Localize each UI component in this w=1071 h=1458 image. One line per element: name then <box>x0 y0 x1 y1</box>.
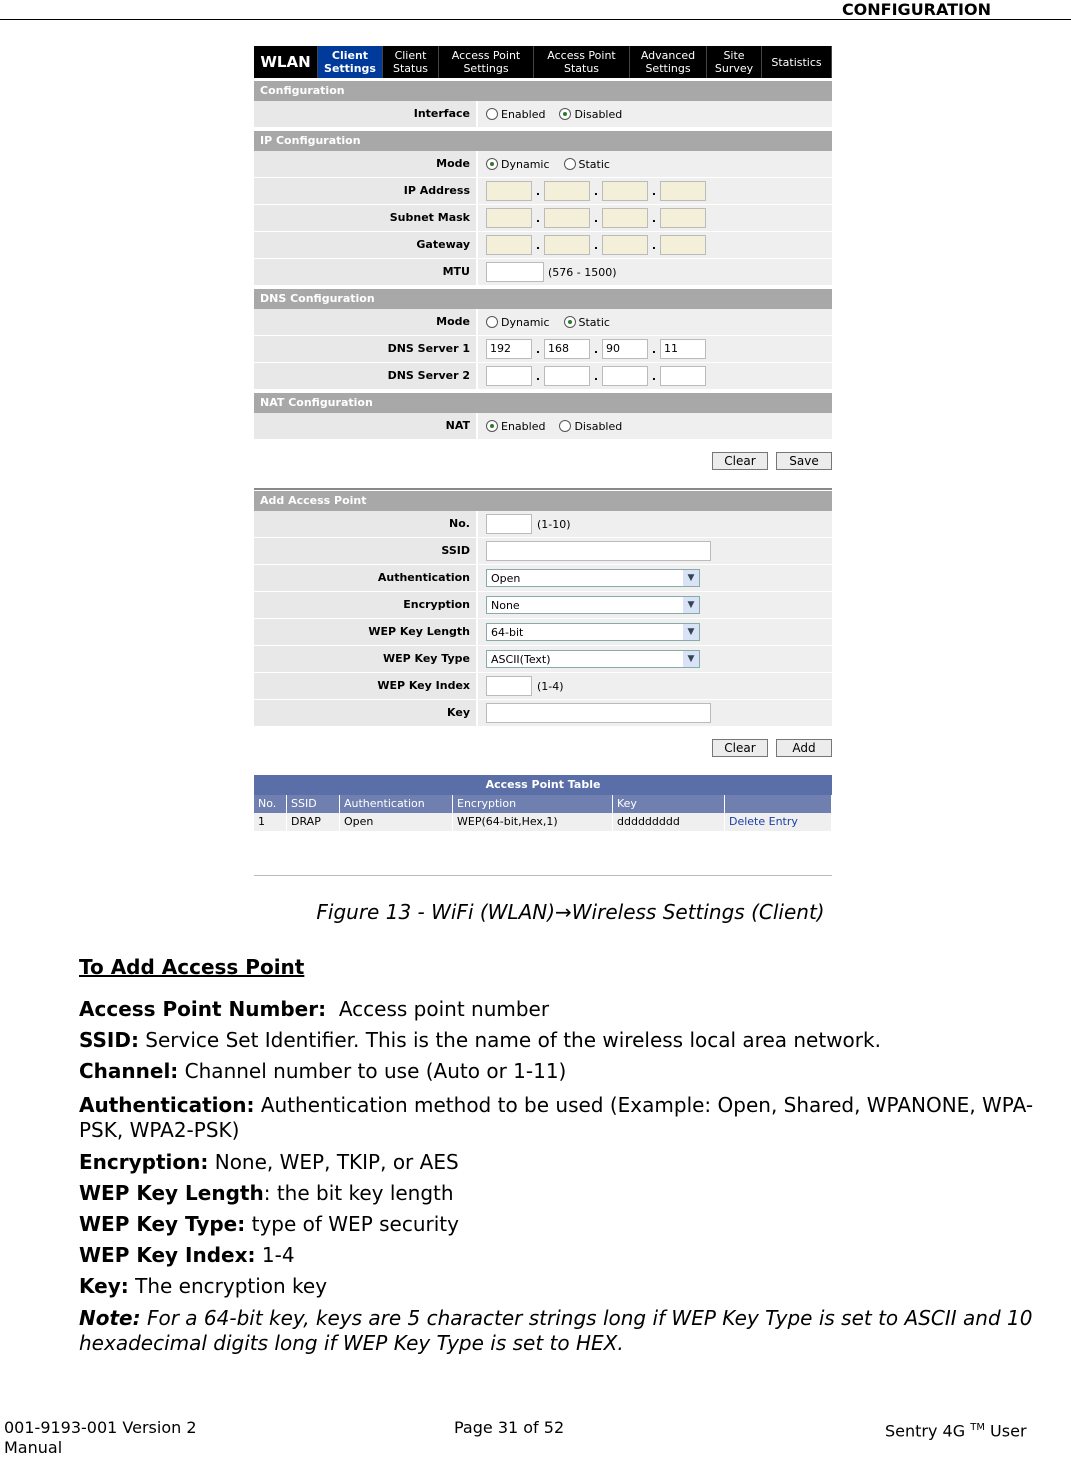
dns-dynamic-radio[interactable] <box>486 316 498 328</box>
authentication-select[interactable] <box>486 569 700 587</box>
key-input[interactable] <box>486 703 711 723</box>
chevron-down-icon: ▼ <box>683 570 699 586</box>
definition-term: WEP Key Type: <box>79 1212 246 1236</box>
cell-no: 1 <box>254 813 287 831</box>
ap-number-hint: (1-10) <box>537 517 571 531</box>
delete-entry-link[interactable]: Delete Entry <box>725 813 832 831</box>
dns2-octet-input[interactable] <box>544 366 590 386</box>
ap-number-input[interactable] <box>486 514 532 534</box>
chevron-down-icon: ▼ <box>683 651 699 667</box>
wep-key-index-hint: (1-4) <box>537 679 564 693</box>
encryption-value: None <box>491 598 520 612</box>
gateway-octet-input[interactable] <box>544 235 590 255</box>
definition-item <box>79 1240 1064 1271</box>
interface-disabled-text: Disabled <box>574 107 623 121</box>
subnet-octet-input[interactable] <box>544 208 590 228</box>
dns-server-1-fields: 192 . 168 . 90 . 11 <box>476 336 832 362</box>
tab-wlan[interactable]: WLAN <box>254 46 318 78</box>
figure-caption: Figure 13 - WiFi (WLAN)→Wireless Settings (Client) <box>316 900 825 924</box>
dns-mode-label: Mode <box>254 309 476 335</box>
document-body <box>79 952 1064 1356</box>
tab-access-point-settings[interactable]: Access Point Settings <box>439 46 534 78</box>
definition-desc: 1-4 <box>255 1243 295 1267</box>
gateway-fields: . . . <box>476 232 832 258</box>
subnet-octet-input[interactable] <box>602 208 648 228</box>
add-button[interactable]: Add <box>776 739 832 757</box>
dns1-octet-input[interactable]: 90 <box>602 339 648 359</box>
section-add-access-point: Add Access Point <box>254 491 832 511</box>
nat-enabled-text: Enabled <box>501 419 546 433</box>
dns2-octet-input[interactable] <box>660 366 706 386</box>
section-ip-configuration: IP Configuration <box>254 131 832 151</box>
tab-statistics[interactable]: Statistics <box>762 46 832 78</box>
wep-key-length-select[interactable] <box>486 623 700 641</box>
definition-desc: Access point number <box>326 997 550 1021</box>
ip-octet-input[interactable] <box>544 181 590 201</box>
definition-desc: : the bit key length <box>263 1181 454 1205</box>
gateway-label: Gateway <box>254 232 476 258</box>
mtu-input[interactable] <box>486 262 544 282</box>
definition-term: SSID: <box>79 1028 139 1052</box>
product-title: Sentry 4G <box>885 1421 966 1441</box>
definition-desc: Service Set Identifier. This is the name of the wireless local area network. <box>138 1028 881 1052</box>
definition-item <box>79 994 1064 1025</box>
col-ssid: SSID <box>287 795 340 813</box>
tab-site-survey[interactable]: Site Survey <box>707 46 762 78</box>
definition-item <box>79 1178 1064 1209</box>
dns2-octet-input[interactable] <box>602 366 648 386</box>
access-point-table-title: Access Point Table <box>254 775 832 795</box>
ip-static-radio[interactable] <box>564 158 576 170</box>
definition-term: Access Point Number: <box>79 997 327 1021</box>
ap-number-label: No. <box>254 511 476 537</box>
interface-enabled-radio[interactable] <box>486 108 498 120</box>
definition-desc: type of WEP security <box>245 1212 459 1236</box>
subnet-octet-input[interactable] <box>486 208 532 228</box>
header-divider <box>0 19 1071 20</box>
definition-item <box>79 1025 1064 1056</box>
definition-term: Authentication: <box>79 1093 255 1117</box>
key-label: Key <box>254 700 476 726</box>
definition-item <box>79 1093 1064 1143</box>
definition-item <box>79 1056 1064 1087</box>
definition-term: Key: <box>79 1274 129 1298</box>
definition-desc: The encryption key <box>128 1274 328 1298</box>
col-encryption: Encryption <box>453 795 613 813</box>
subnet-octet-input[interactable] <box>660 208 706 228</box>
col-no: No. <box>254 795 287 813</box>
subnet-mask-fields: . . . <box>476 205 832 231</box>
doc-id: 001-9193-001 Version 2 <box>4 1418 197 1437</box>
table-row <box>254 813 832 831</box>
encryption-select[interactable] <box>486 596 700 614</box>
definition-term: WEP Key Index: <box>79 1243 256 1267</box>
tab-advanced-settings[interactable]: Advanced Settings <box>630 46 707 78</box>
wep-key-length-label: WEP Key Length <box>254 619 476 645</box>
wep-key-length-value: 64-bit <box>491 625 524 639</box>
dns1-octet-input[interactable]: 168 <box>544 339 590 359</box>
trademark-mark: TM <box>970 1422 985 1433</box>
nat-enabled-radio[interactable] <box>486 420 498 432</box>
divider <box>254 875 832 876</box>
definition-desc: Authentication method to be used (Example: Open, Shared, WPANONE, WPA-PSK, WPA2-PSK) <box>79 1093 1034 1142</box>
ip-dynamic-text: Dynamic <box>501 157 550 171</box>
wep-key-type-value: ASCII(Text) <box>491 652 551 666</box>
chevron-down-icon: ▼ <box>683 597 699 613</box>
gateway-octet-input[interactable] <box>660 235 706 255</box>
wep-key-type-label: WEP Key Type <box>254 646 476 672</box>
product-suffix: User <box>984 1421 1027 1441</box>
ip-octet-input[interactable] <box>660 181 706 201</box>
wep-key-type-select[interactable] <box>486 650 700 668</box>
product-name <box>885 1418 1027 1441</box>
ip-octet-input[interactable] <box>486 181 532 201</box>
authentication-value: Open <box>491 571 521 585</box>
encryption-label: Encryption <box>254 592 476 618</box>
nat-disabled-text: Disabled <box>574 419 623 433</box>
dns-dynamic-text: Dynamic <box>501 315 550 329</box>
tab-client-settings[interactable]: Client Settings <box>318 46 383 78</box>
clear-button[interactable]: Clear <box>712 739 768 757</box>
authentication-label: Authentication <box>254 565 476 591</box>
divider <box>254 488 832 490</box>
wep-key-index-label: WEP Key Index <box>254 673 476 699</box>
clear-button[interactable]: Clear <box>712 452 768 470</box>
mtu-hint: (576 - 1500) <box>548 265 617 279</box>
section-heading: To Add Access Point <box>79 955 305 979</box>
definition-term: Encryption: <box>79 1150 209 1174</box>
mtu-label: MTU <box>254 259 476 285</box>
definition-item <box>79 1209 1064 1240</box>
interface-disabled-radio[interactable] <box>559 108 571 120</box>
note-term: Note: <box>79 1306 141 1330</box>
ip-mode-label: Mode <box>254 151 476 177</box>
note-text: For a 64-bit key, keys are 5 character strings long if WEP Key Type is set to ASCII and 10 hexadecimal digits long if WEP Key Type is set to HEX. <box>79 1306 1033 1355</box>
tab-client-status[interactable]: Client Status <box>383 46 439 78</box>
subnet-mask-label: Subnet Mask <box>254 205 476 231</box>
dns-static-radio[interactable] <box>564 316 576 328</box>
ip-address-fields: . . . <box>476 178 832 204</box>
chevron-down-icon: ▼ <box>683 624 699 640</box>
ssid-label: SSID <box>254 538 476 564</box>
nat-disabled-radio[interactable] <box>559 420 571 432</box>
cell-encryption: WEP(64-bit,Hex,1) <box>453 813 613 831</box>
section-dns-configuration: DNS Configuration <box>254 289 832 309</box>
gateway-octet-input[interactable] <box>486 235 532 255</box>
col-authentication: Authentication <box>340 795 453 813</box>
definition-desc: Channel number to use (Auto or 1-11) <box>178 1059 567 1083</box>
definition-item <box>79 1147 1064 1178</box>
dns-static-text: Static <box>578 315 610 329</box>
ip-dynamic-radio[interactable] <box>486 158 498 170</box>
definition-term: WEP Key Length <box>79 1181 264 1205</box>
cell-key: ddddddddd <box>613 813 725 831</box>
section-nat-configuration: NAT Configuration <box>254 393 832 413</box>
gateway-octet-input[interactable] <box>602 235 648 255</box>
section-configuration: Configuration <box>254 81 832 101</box>
ip-octet-input[interactable] <box>602 181 648 201</box>
dns-server-1-label: DNS Server 1 <box>254 336 476 362</box>
dns-server-2-label: DNS Server 2 <box>254 363 476 389</box>
dns1-octet-input[interactable]: 192 <box>486 339 532 359</box>
footer-manual: Manual <box>4 1438 63 1457</box>
interface-label: Interface <box>254 101 476 127</box>
definition-term: Channel: <box>79 1059 179 1083</box>
ip-address-label: IP Address <box>254 178 476 204</box>
wlan-screenshot <box>254 46 832 876</box>
nat-label: NAT <box>254 413 476 439</box>
save-button[interactable]: Save <box>776 452 832 470</box>
dns-server-2-fields: . . . <box>476 363 832 389</box>
cell-ssid: DRAP <box>287 813 340 831</box>
interface-enabled-text: Enabled <box>501 107 546 121</box>
note-paragraph <box>79 1306 1064 1356</box>
col-action <box>725 795 832 813</box>
definition-desc: None, WEP, TKIP, or AES <box>208 1150 459 1174</box>
wep-key-index-input[interactable] <box>486 676 532 696</box>
tab-access-point-status[interactable]: Access Point Status <box>534 46 630 78</box>
dns1-octet-input[interactable]: 11 <box>660 339 706 359</box>
cell-authentication: Open <box>340 813 453 831</box>
dns2-octet-input[interactable] <box>486 366 532 386</box>
ip-static-text: Static <box>578 157 610 171</box>
ssid-input[interactable] <box>486 541 711 561</box>
definition-item <box>79 1271 1064 1302</box>
page-number: Page 31 of 52 <box>454 1418 565 1437</box>
col-key: Key <box>613 795 725 813</box>
page-header-title: CONFIGURATION <box>841 0 991 19</box>
tab-bar <box>254 46 832 78</box>
access-point-table-header <box>254 795 832 813</box>
